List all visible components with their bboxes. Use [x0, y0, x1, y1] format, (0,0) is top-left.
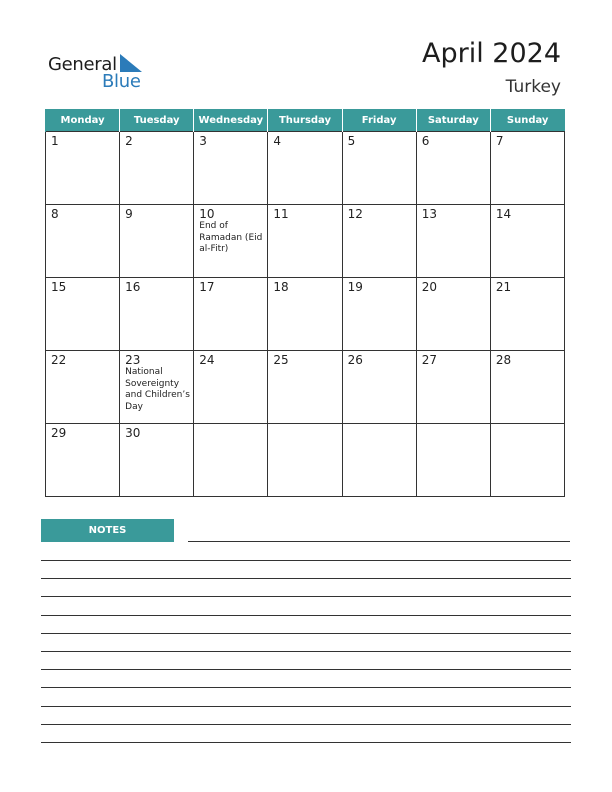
day-cell — [46, 132, 120, 205]
day-number: 19 — [347, 280, 363, 294]
day-cell — [120, 205, 194, 278]
day-number: 24 — [199, 353, 215, 367]
notes-line — [41, 687, 571, 688]
notes-label: NOTES — [41, 519, 174, 542]
week-row — [46, 351, 565, 424]
weekday-header: Wednesday — [194, 109, 268, 132]
day-number: 22 — [51, 353, 67, 367]
week-row — [46, 278, 565, 351]
notes-line — [41, 669, 571, 670]
day-number: 1 — [51, 134, 59, 148]
holiday-label: National Sovereignty and Children’s Day — [125, 367, 190, 412]
day-number: 16 — [125, 280, 141, 294]
day-cell — [490, 278, 564, 351]
day-number: 15 — [51, 280, 67, 294]
day-cell — [46, 205, 120, 278]
weekday-header: Sunday — [490, 109, 564, 132]
day-number: 12 — [347, 207, 363, 221]
day-number: 6 — [421, 134, 430, 148]
day-number: 14 — [495, 207, 512, 221]
day-cell — [268, 132, 342, 205]
day-cell — [194, 424, 268, 497]
day-cell — [416, 351, 490, 424]
day-number: 23 — [125, 353, 141, 367]
day-cell — [342, 278, 416, 351]
day-cell — [46, 351, 120, 424]
day-number: 5 — [347, 134, 356, 148]
weekday-header: Tuesday — [120, 109, 194, 132]
calendar-grid — [45, 109, 565, 497]
page-title: April 2024 — [421, 38, 561, 69]
day-cell — [268, 205, 342, 278]
notes-line — [41, 578, 571, 579]
weekday-header: Friday — [342, 109, 416, 132]
day-cell — [120, 351, 194, 424]
logo-triangle-icon — [120, 54, 142, 72]
week-row — [46, 424, 565, 497]
day-cell — [490, 132, 564, 205]
day-number: 7 — [495, 134, 504, 148]
day-number: 29 — [51, 426, 67, 440]
day-number: 20 — [421, 280, 437, 294]
weekday-header: Saturday — [416, 109, 490, 132]
day-number: 2 — [125, 134, 133, 148]
day-number: 27 — [421, 353, 437, 367]
logo-word-blue: Blue — [102, 71, 141, 92]
day-number: 13 — [421, 207, 437, 221]
notes-line — [41, 560, 571, 561]
day-number: 3 — [199, 134, 207, 148]
day-cell — [416, 132, 490, 205]
logo-word-general: General — [48, 54, 117, 75]
notes-line — [41, 706, 571, 707]
notes-line — [41, 596, 571, 597]
day-number: 11 — [273, 207, 289, 221]
day-cell — [120, 278, 194, 351]
day-number: 26 — [347, 353, 363, 367]
day-cell — [46, 424, 120, 497]
day-cell — [268, 351, 342, 424]
day-number: 4 — [273, 134, 282, 148]
holiday-label: End of Ramadan (Eid al-Fitr) — [199, 221, 263, 254]
day-number: 9 — [125, 207, 133, 221]
day-cell — [342, 132, 416, 205]
week-row — [46, 132, 565, 205]
day-cell — [490, 205, 564, 278]
generalblue-logo — [48, 52, 158, 92]
day-cell — [120, 424, 194, 497]
day-number: 10 — [199, 207, 215, 221]
country-label: Turkey — [505, 77, 561, 97]
notes-line — [41, 615, 571, 616]
weekday-header: Thursday — [268, 109, 342, 132]
day-number: 8 — [51, 207, 59, 221]
weekday-header-row — [46, 109, 565, 132]
day-cell — [120, 132, 194, 205]
day-number: 28 — [495, 353, 512, 367]
notes-line — [188, 541, 570, 542]
day-cell — [490, 424, 564, 497]
day-cell — [416, 278, 490, 351]
day-cell — [194, 205, 268, 278]
notes-line — [41, 651, 571, 652]
day-cell — [268, 278, 342, 351]
day-number: 21 — [495, 280, 512, 294]
day-cell — [46, 278, 120, 351]
day-number: 17 — [199, 280, 215, 294]
weekday-header: Monday — [46, 109, 120, 132]
day-cell — [416, 205, 490, 278]
notes-line — [41, 724, 571, 725]
notes-line — [41, 742, 571, 743]
day-cell — [268, 424, 342, 497]
day-cell — [342, 351, 416, 424]
day-cell — [342, 205, 416, 278]
day-cell — [342, 424, 416, 497]
day-cell — [490, 351, 564, 424]
day-cell — [416, 424, 490, 497]
day-number: 25 — [273, 353, 289, 367]
day-cell — [194, 351, 268, 424]
day-cell — [194, 278, 268, 351]
day-number: 18 — [273, 280, 289, 294]
week-row — [46, 205, 565, 278]
notes-line — [41, 633, 571, 634]
day-cell — [194, 132, 268, 205]
day-number: 30 — [125, 426, 141, 440]
